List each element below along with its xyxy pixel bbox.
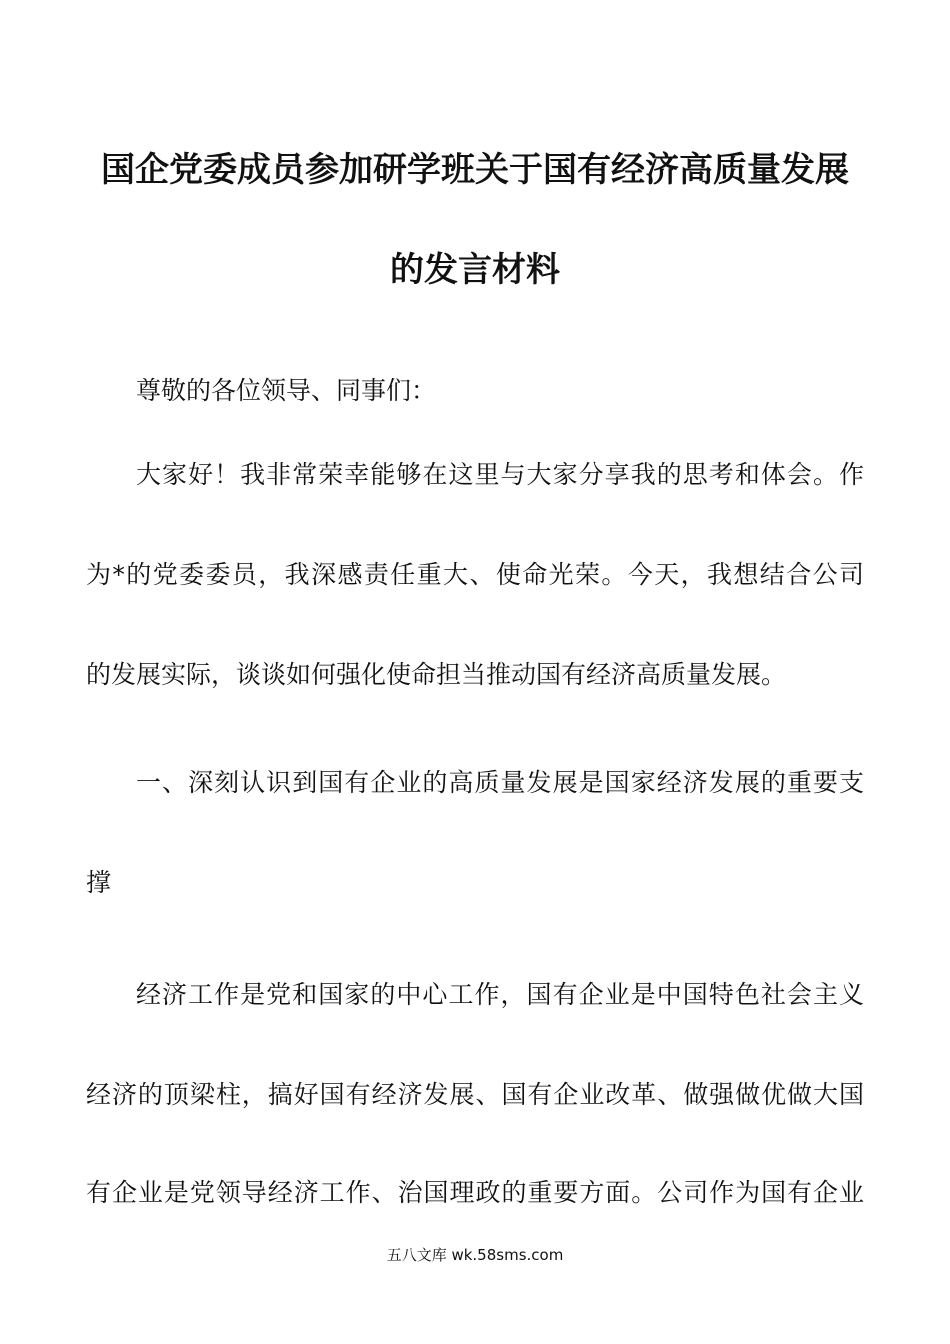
footer-watermark: 五八文库 wk.58sms.com [386, 1246, 564, 1264]
paragraph-2-line-2: 经济的顶梁柱，搞好国有经济发展、国有企业改革、做强做优做大国 [86, 1080, 864, 1109]
paragraph-2-line-1: 经济工作是党和国家的中心工作，国有企业是中国特色社会主义 [136, 980, 864, 1009]
document-title-line-2: 的发言材料 [390, 250, 560, 290]
document-title-line-1: 国企党委成员参加研学班关于国有经济高质量发展 [101, 150, 849, 190]
heading-1-line-1: 一、深刻认识到国有企业的高质量发展是国家经济发展的重要支 [136, 768, 864, 797]
paragraph-1-line-1: 大家好！我非常荣幸能够在这里与大家分享我的思考和体会。作 [136, 460, 864, 489]
paragraph-1-line-2: 为*的党委委员，我深感责任重大、使命光荣。今天，我想结合公司 [86, 560, 864, 589]
paragraph-2-line-3: 有企业是党领导经济工作、治国理政的重要方面。公司作为国有企业 [86, 1178, 864, 1207]
paragraph-1-line-3: 的发展实际，谈谈如何强化使命担当推动国有经济高质量发展。 [86, 660, 787, 689]
heading-1-line-2: 撑 [86, 868, 112, 897]
greeting: 尊敬的各位领导、同事们： [136, 376, 437, 405]
